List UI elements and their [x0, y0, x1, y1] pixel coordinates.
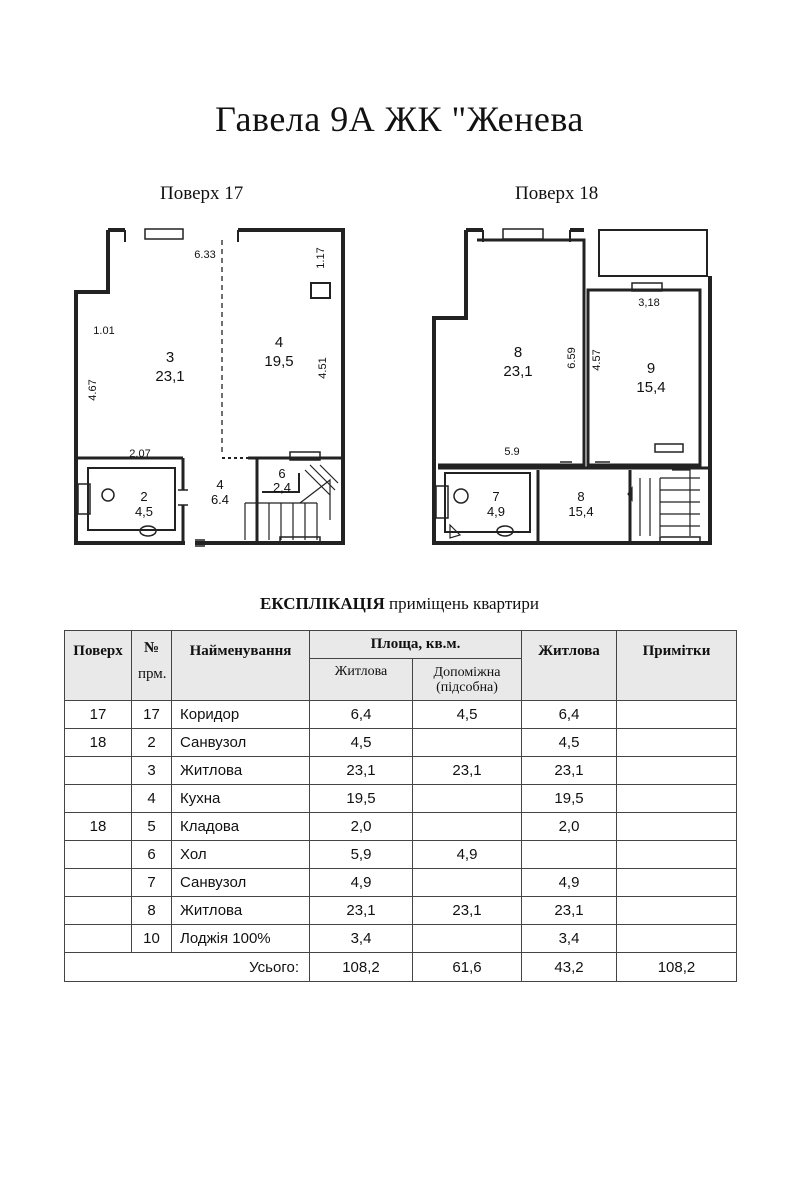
cell-num: 7 — [132, 869, 172, 897]
header-floor: Поверх — [65, 631, 132, 701]
cell-living2: 3,4 — [522, 925, 617, 953]
stairs-18 — [628, 470, 700, 536]
dim-6-33: 6.33 — [194, 249, 216, 261]
dim-1-01: 1.01 — [93, 325, 115, 337]
toilet-17 — [102, 489, 114, 501]
room-2-area: 4,5 — [134, 504, 154, 519]
floor-18-label: Поверх 18 — [515, 183, 599, 204]
cell-floor — [65, 757, 132, 785]
total-row — [65, 953, 737, 982]
cell-name: Санвузол — [172, 729, 310, 757]
room-9-area: 15,4 — [636, 379, 666, 396]
cell-living2: 23,1 — [522, 757, 617, 785]
table-row — [65, 729, 737, 757]
table-row — [65, 785, 737, 813]
header-num — [132, 631, 172, 701]
explication-caption-rest: приміщень квартири — [384, 594, 539, 613]
cell-aux — [413, 785, 522, 813]
cell-num: 10 — [132, 925, 172, 953]
dim-6-59: 6.59 — [566, 347, 578, 369]
window-17-a — [145, 229, 183, 239]
room-8-area: 23,1 — [503, 363, 533, 380]
floor-17-label: Поверх 17 — [160, 183, 244, 204]
dim-3-18: 3,18 — [638, 297, 660, 309]
cell-aux: 4,5 — [413, 701, 522, 729]
total-aux: 61,6 — [413, 953, 522, 982]
header-num-symbol: № — [143, 640, 160, 656]
cell-name: Хол — [172, 841, 310, 869]
header-notes: Примітки — [617, 631, 737, 701]
room-9-num: 9 — [646, 360, 656, 377]
explication-table — [64, 630, 737, 982]
table-row — [65, 925, 737, 953]
floor-18-labels — [487, 297, 666, 519]
table-header — [65, 631, 737, 701]
room-8b-area: 15,4 — [568, 504, 594, 519]
cell-notes — [617, 897, 737, 925]
room-7-num: 7 — [492, 489, 500, 504]
cell-floor — [65, 925, 132, 953]
cell-living: 6,4 — [310, 701, 413, 729]
dim-1-17: 1.17 — [315, 247, 327, 269]
room-3-num: 3 — [165, 349, 175, 366]
dim-4-57: 4.57 — [591, 349, 603, 371]
cell-living: 4,9 — [310, 869, 413, 897]
explication-caption-bold: ЕКСПЛІКАЦІЯ — [260, 594, 385, 613]
cell-notes — [617, 841, 737, 869]
cell-aux — [413, 813, 522, 841]
table-row — [65, 813, 737, 841]
header-living2: Житлова — [522, 631, 617, 701]
total-label: Усього: — [65, 953, 310, 982]
room-4-area: 19,5 — [264, 353, 294, 370]
room-7-area: 4,9 — [486, 504, 506, 519]
dim-4-51: 4.51 — [317, 357, 329, 379]
cell-living: 2,0 — [310, 813, 413, 841]
room-8-num: 8 — [513, 344, 523, 361]
cell-living2: 6,4 — [522, 701, 617, 729]
room-2-num: 2 — [140, 489, 148, 504]
header-name: Найменування — [172, 631, 310, 701]
cell-floor: 18 — [65, 813, 132, 841]
cell-aux: 23,1 — [413, 757, 522, 785]
cell-num: 17 — [132, 701, 172, 729]
floor-plans — [0, 0, 799, 560]
table-row — [65, 841, 737, 869]
cell-living: 4,5 — [310, 729, 413, 757]
floor-18-plan — [434, 229, 710, 543]
floor-17-labels — [87, 247, 329, 519]
cell-num: 3 — [132, 757, 172, 785]
header-aux: Допоміжна (підсобна) — [413, 659, 522, 701]
cell-living: 23,1 — [310, 897, 413, 925]
cell-notes — [617, 729, 737, 757]
cell-name: Кухна — [172, 785, 310, 813]
total-notes: 108,2 — [617, 953, 737, 982]
room-3-area: 23,1 — [155, 368, 185, 385]
cell-living: 3,4 — [310, 925, 413, 953]
dim-5-9: 5.9 — [504, 446, 520, 458]
table-row — [65, 757, 737, 785]
room-6-area: 2,4 — [272, 480, 292, 495]
room-4b-num: 4 — [216, 477, 224, 492]
table-row — [65, 897, 737, 925]
header-area: Площа, кв.м. — [310, 631, 522, 659]
cell-num: 5 — [132, 813, 172, 841]
cell-aux: 23,1 — [413, 897, 522, 925]
table-row — [65, 701, 737, 729]
stairs-17 — [245, 465, 338, 540]
total-living2: 43,2 — [522, 953, 617, 982]
cell-living2: 23,1 — [522, 897, 617, 925]
total-living: 108,2 — [310, 953, 413, 982]
cell-aux — [413, 729, 522, 757]
page-title: Гавела 9А ЖК "Женева — [215, 99, 584, 139]
cell-name: Кладова — [172, 813, 310, 841]
room-4-num: 4 — [274, 334, 284, 351]
cell-living2: 19,5 — [522, 785, 617, 813]
table-row — [65, 869, 737, 897]
cell-floor — [65, 841, 132, 869]
cell-floor — [65, 869, 132, 897]
cell-living2: 4,9 — [522, 869, 617, 897]
cell-name: Санвузол — [172, 869, 310, 897]
cell-num: 4 — [132, 785, 172, 813]
cell-num: 2 — [132, 729, 172, 757]
cell-living: 23,1 — [310, 757, 413, 785]
dim-2-07: 2.07 — [129, 448, 151, 460]
cell-notes — [617, 813, 737, 841]
room-8b-num: 8 — [577, 489, 585, 504]
cell-aux — [413, 925, 522, 953]
cell-notes — [617, 785, 737, 813]
cell-notes — [617, 869, 737, 897]
cell-living2: 4,5 — [522, 729, 617, 757]
cell-aux: 4,9 — [413, 841, 522, 869]
cell-name: Коридор — [172, 701, 310, 729]
cell-living2: 2,0 — [522, 813, 617, 841]
cell-living: 19,5 — [310, 785, 413, 813]
toilet-18 — [454, 489, 468, 503]
window-18-a — [503, 229, 543, 239]
room-6-num: 6 — [278, 466, 286, 481]
explication-caption — [0, 594, 799, 614]
cell-name: Житлова — [172, 757, 310, 785]
dim-4-67: 4.67 — [87, 379, 99, 401]
cell-floor — [65, 897, 132, 925]
loggia-18 — [599, 230, 707, 276]
cell-floor — [65, 785, 132, 813]
cell-notes — [617, 925, 737, 953]
cell-living: 5,9 — [310, 841, 413, 869]
cell-living2 — [522, 841, 617, 869]
cell-floor: 18 — [65, 729, 132, 757]
floor-17-plan — [76, 229, 343, 546]
cell-name: Житлова — [172, 897, 310, 925]
room-4b-area: 6.4 — [210, 492, 230, 507]
header-num-sub: прм. — [138, 666, 167, 682]
header-living: Житлова — [310, 659, 413, 701]
cell-name: Лоджія 100% — [172, 925, 310, 953]
bathtub-18 — [436, 486, 448, 518]
cell-num: 8 — [132, 897, 172, 925]
cell-floor: 17 — [65, 701, 132, 729]
cell-notes — [617, 701, 737, 729]
cell-notes — [617, 757, 737, 785]
cell-num: 6 — [132, 841, 172, 869]
cell-aux — [413, 869, 522, 897]
